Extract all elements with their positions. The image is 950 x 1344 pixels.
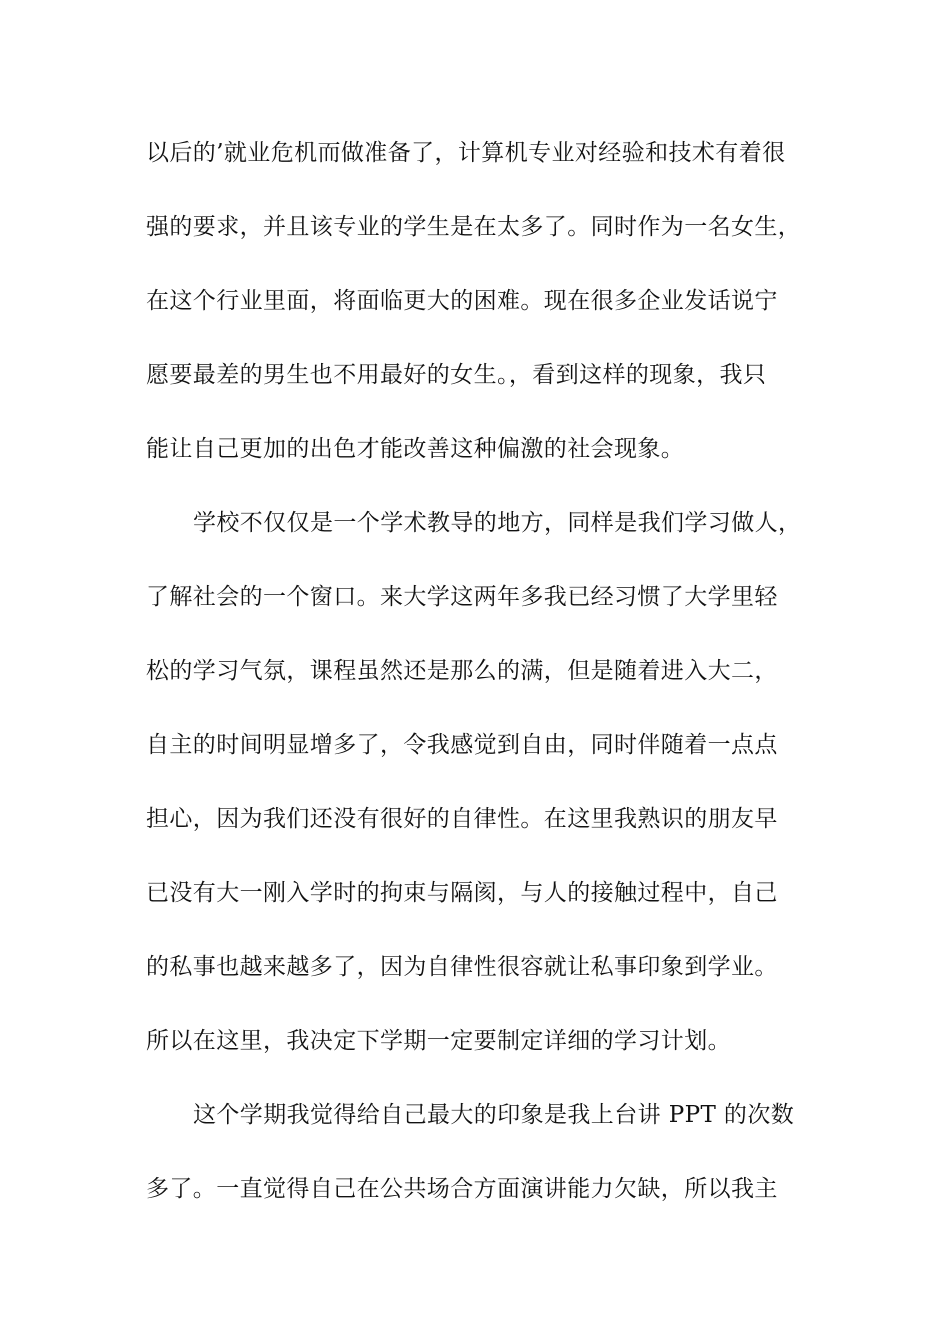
text-line: 能让自己更加的出色才能改善这种偏激的社会现象。 <box>146 436 685 462</box>
text-line: 所以在这里，我决定下学期一定要制定详细的学习计划。 <box>146 1028 731 1054</box>
paragraph-first-line: 学校不仅仅是一个学术教导的地方，同样是我们学习做人， <box>193 510 802 536</box>
text-line: 已没有大一刚入学时的拘束与隔阂，与人的接触过程中，自己 <box>146 880 778 906</box>
text-line: 在这个行业里面，将面临更大的困难。现在很多企业发话说宁 <box>146 288 778 314</box>
text-line: 了解社会的一个窗口。来大学这两年多我已经习惯了大学里轻 <box>146 584 778 610</box>
text-line: 强的要求，并且该专业的学生是在太多了。同时作为一名女生， <box>146 214 802 240</box>
text-line: 担心，因为我们还没有很好的自律性。在这里我熟识的朋友早 <box>146 806 778 832</box>
text-line: 多了。一直觉得自己在公共场合方面演讲能力欠缺，所以我主 <box>146 1176 778 1202</box>
text-line: 的私事也越来越多了，因为自律性很容就让私事印象到学业。 <box>146 954 778 980</box>
text-line: 松的学习气氛，课程虽然还是那么的满，但是随着进入大二， <box>146 658 778 684</box>
text-line: 以后的’就业危机而做准备了，计算机专业对经验和技术有着很 <box>146 140 786 166</box>
paragraph-first-line: 这个学期我觉得给自己最大的印象是我上台讲 PPT 的次数 <box>193 1102 795 1128</box>
text-line: 愿要最差的男生也不用最好的女生。，看到这样的现象，我只 <box>146 362 767 388</box>
text-line: 自主的时间明显增多了，令我感觉到自由，同时伴随着一点点 <box>146 732 778 758</box>
